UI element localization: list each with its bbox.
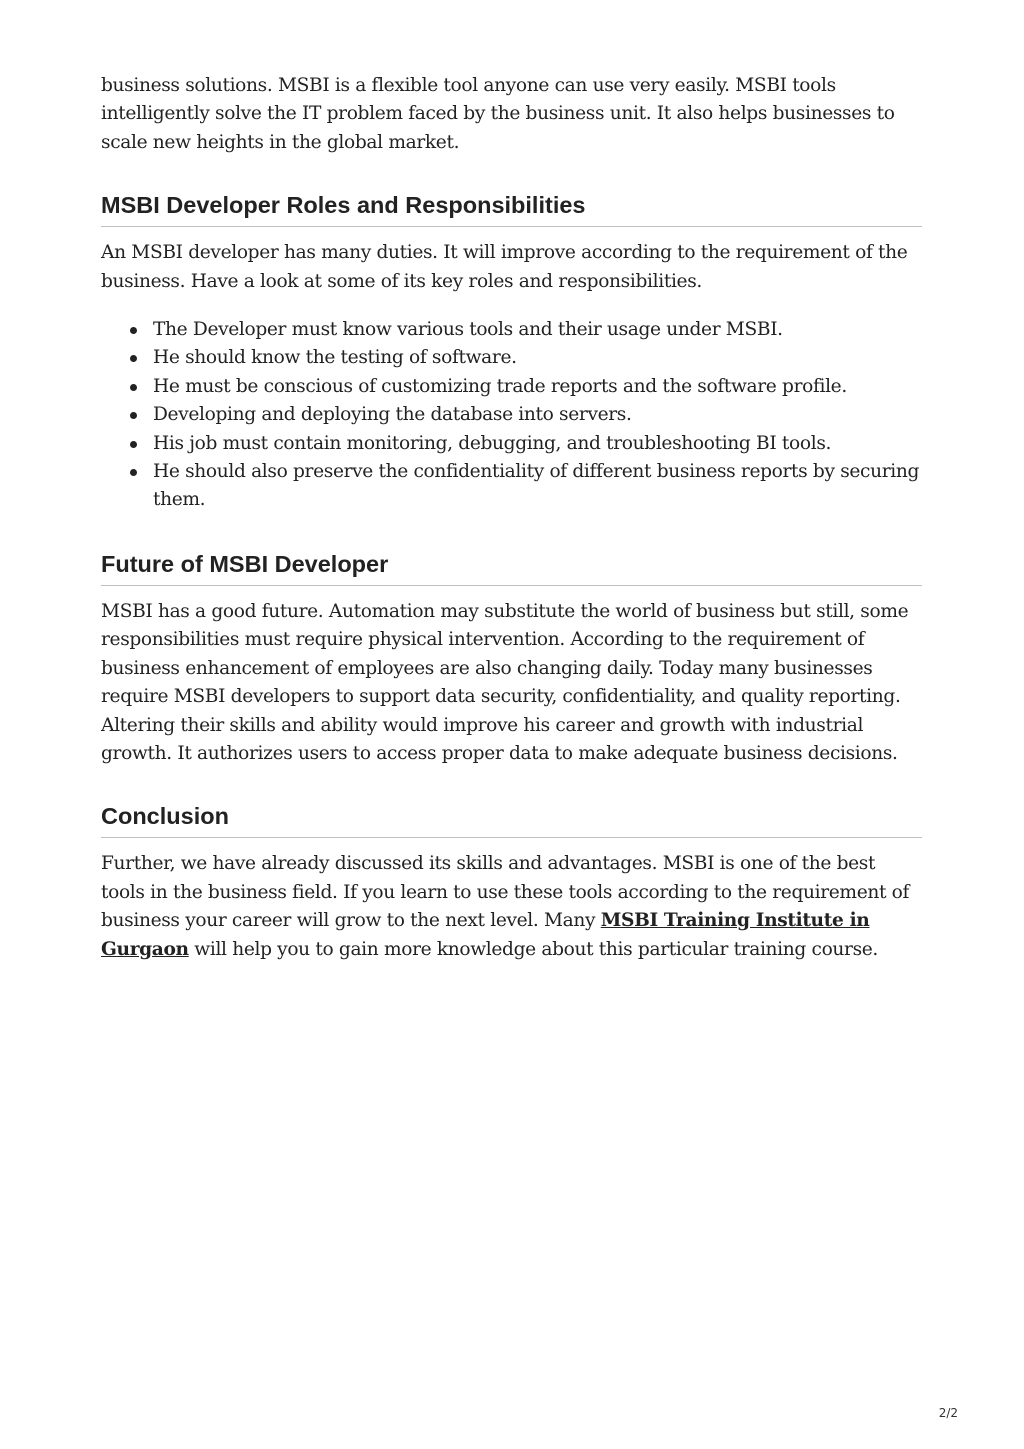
section-heading-roles: MSBI Developer Roles and Responsibilities	[101, 190, 922, 227]
bullet-icon	[130, 469, 137, 476]
intro-paragraph: business solutions. MSBI is a flexible tool anyone can use very easily. MSBI tools intelligently solve the IT problem faced by the business unit. It also helps businesses to scale new heights in the global market.	[101, 75, 895, 153]
list-item-text: His job must contain monitoring, debugging, and troubleshooting BI tools.	[153, 432, 832, 454]
list-item	[101, 458, 922, 515]
list-item-text: Developing and deploying the database into servers.	[153, 404, 632, 426]
bullet-icon	[130, 384, 137, 391]
section-heading-conclusion: Conclusion	[101, 801, 922, 838]
section-heading-future: Future of MSBI Developer	[101, 549, 922, 586]
conclusion-text-start: Further, we have already discussed its skills and advantages. MSBI is one of the best tools in the business field. If you learn to use these tools according to the requirement of business your career will grow to the next level. Many	[101, 853, 910, 932]
list-item	[101, 316, 922, 344]
bullet-icon	[130, 355, 137, 362]
responsibilities-list	[101, 316, 922, 515]
list-item-text: He should also preserve the confidentiality of different business reports by securing them.	[153, 461, 920, 511]
list-item-text: He should know the testing of software.	[153, 347, 517, 369]
bullet-icon	[130, 412, 137, 419]
list-item-text: He must be conscious of customizing trade reports and the software profile.	[153, 375, 847, 397]
article-content	[101, 72, 922, 964]
section-text-conclusion	[101, 850, 922, 964]
training-institute-link[interactable]: MSBI Training Institute in Gurgaon	[101, 910, 870, 960]
list-item-text: The Developer must know various tools and their usage under MSBI.	[153, 319, 783, 341]
list-item	[101, 344, 922, 372]
section-text-future: MSBI has a good future. Automation may substitute the world of business but still, some responsibilities must require physical intervention. According to the requirement of business enhancement of employees are also changing daily. Today many businesses require MSBI developers to support data security, confidentiality, and quality reporting. Altering their skills and ability would improve his career and growth with industrial growth. It authorizes users to access proper data to make adequate business decisions.	[101, 600, 909, 764]
section-text-roles: An MSBI developer has many duties. It will improve according to the requirement of the business. Have a look at some of its key roles and responsibilities.	[101, 242, 908, 292]
list-item	[101, 430, 922, 458]
page-number: 2/2	[938, 1406, 958, 1420]
bullet-icon	[130, 327, 137, 334]
bullet-icon	[130, 441, 137, 448]
conclusion-text-end: will help you to gain more knowledge about this particular training course.	[188, 938, 878, 960]
list-item	[101, 373, 922, 401]
list-item	[101, 401, 922, 429]
